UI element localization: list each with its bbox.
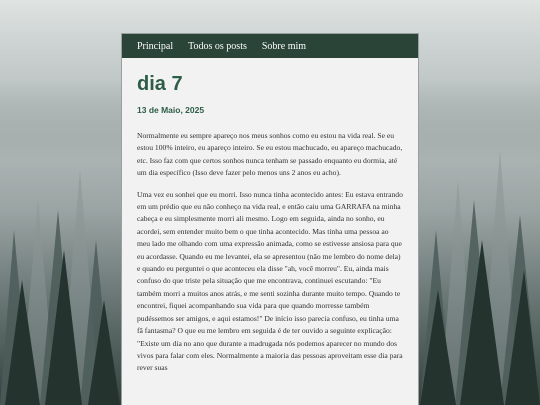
post-paragraph: Uma vez eu sonhei que eu morri. Isso nunca tinha acontecido antes: Eu estava entrando em um prédio que eu não conheço na vida real, e então caiu uma GARRAFA na minha cabeça e eu simplesmente morri ali mesmo. Logo em seguida, ainda no sonho, eu acordei, sem entender muito bem o que tinha acontecido. Mas tinha uma pessoa ao meu lado me olhando com uma expressão animada, como se estivesse ansiosa para que eu acordasse. Quando eu me levantei, ela se apresentou (não me lembro do nome dela) e quando eu perguntei o que aconteceu ela disse "ah, você morreu". Eu, ainda mais confuso do que triste pela situação que me encontrava, continuei escutando: "Eu também morri a muitos anos atrás, e me senti sozinha durante muito tempo. Quando te encontrei, fiquei acompanhando sua vida para que quando morresse também pudéssemos ser amigos, e aqui estamos!" De início isso parecia confuso, eu tinha uma fã fantasma? O que eu me lembro em seguida é de ter ouvido a seguinte explicação: "Existe um dia no ano que durante a madrugada nós podemos aparecer no mundo dos vivos para falar com eles. Normalmente a maioria das pessoas aproveitam esse dia para rever suas <box>137 189 403 373</box>
nav-link-todos-os-posts[interactable]: Todos os posts <box>188 40 247 52</box>
post-paragraph: Normalmente eu sempre apareço nos meus sonhos como eu estou na vida real. Se eu estou 100% inteiro, eu apareço inteiro. Se eu estou machucado, eu apareço machucado, etc. Isso faz com que certos sonhos nunca tenham se passado enquanto eu dormia, até um dia específico (Isso deve fazer pelo menos uns 2 anos eu acho). <box>137 131 403 178</box>
blog-post-window <box>122 34 418 405</box>
post-date: 13 de Maio, 2025 <box>137 105 205 115</box>
top-nav <box>122 34 418 58</box>
nav-link-sobre-mim[interactable]: Sobre mim <box>261 40 307 52</box>
post-body <box>137 130 403 375</box>
nav-link-principal[interactable]: Principal <box>137 40 174 52</box>
post-title: dia 7 <box>137 73 183 95</box>
